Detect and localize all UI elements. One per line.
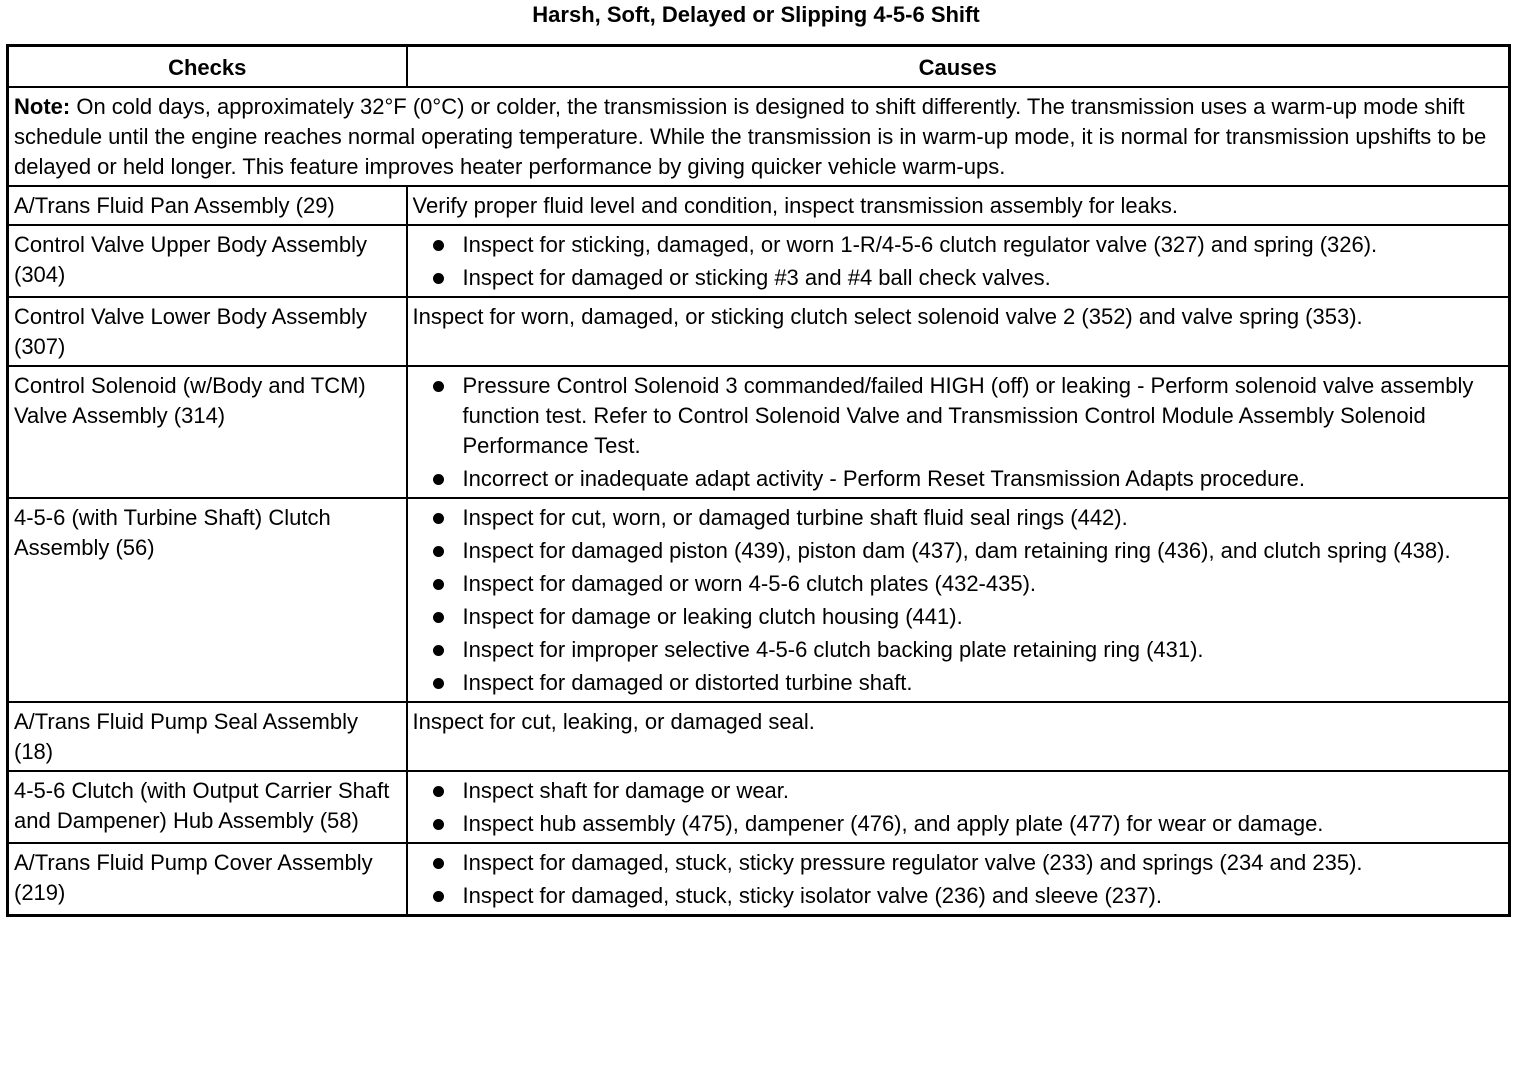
table-row <box>8 297 1510 366</box>
bullet-icon <box>433 786 444 797</box>
check-cell: A/Trans Fluid Pump Seal Assembly (18) <box>8 702 407 771</box>
cause-text: Inspect for damaged or distorted turbine shaft. <box>462 670 913 695</box>
cause-item <box>413 464 1504 494</box>
bullet-icon <box>433 819 444 830</box>
cause-cell <box>407 771 1510 843</box>
bullet-icon <box>433 579 444 590</box>
cause-item <box>413 536 1504 566</box>
cause-text: Inspect for damage or leaking clutch housing (441). <box>462 604 963 629</box>
cause-item <box>413 371 1504 461</box>
bullet-icon <box>433 474 444 485</box>
causes-header: Causes <box>407 46 1510 88</box>
bullet-icon <box>433 240 444 251</box>
cause-text: Inspect for cut, worn, or damaged turbine shaft fluid seal rings (442). <box>462 505 1128 530</box>
table-row <box>8 225 1510 297</box>
check-cell: 4-5-6 Clutch (with Output Carrier Shaft and Dampener) Hub Assembly (58) <box>8 771 407 843</box>
cause-list <box>413 230 1504 293</box>
table-row <box>8 366 1510 498</box>
bullet-icon <box>433 858 444 869</box>
table-row <box>8 702 1510 771</box>
table-row <box>8 498 1510 702</box>
cause-item <box>413 569 1504 599</box>
cause-item <box>413 848 1504 878</box>
page-title: Harsh, Soft, Delayed or Slipping 4-5-6 Shift <box>532 2 980 27</box>
note-label: Note: <box>14 94 71 119</box>
note-row <box>8 87 1510 186</box>
cause-item <box>413 230 1504 260</box>
bullet-icon <box>433 678 444 689</box>
header-row <box>8 46 1510 88</box>
bullet-icon <box>433 612 444 623</box>
bullet-icon <box>433 645 444 656</box>
cause-cell <box>407 498 1510 702</box>
note-text: On cold days, approximately 32°F (0°C) or colder, the transmission is designed to shift differently. The transmission uses a warm-up mode shift schedule until the engine reaches normal operating temperature. While the transmission is in warm-up mode, it is normal for transmission upshifts to be delayed or held longer. This feature improves heater performance by giving quicker vehicle warm-ups. <box>14 94 1487 179</box>
bullet-icon <box>433 381 444 392</box>
cause-cell <box>407 366 1510 498</box>
cause-text: Inspect for damaged, stuck, sticky pressure regulator valve (233) and springs (234 and 235). <box>462 850 1363 875</box>
cause-text: Inspect hub assembly (475), dampener (476), and apply plate (477) for wear or damage. <box>462 811 1324 836</box>
check-cell: Control Solenoid (w/Body and TCM) Valve Assembly (314) <box>8 366 407 498</box>
check-cell: Control Valve Upper Body Assembly (304) <box>8 225 407 297</box>
cause-text: Inspect for damaged, stuck, sticky isolator valve (236) and sleeve (237). <box>462 883 1162 908</box>
cause-text: Inspect for damaged or worn 4-5-6 clutch plates (432-435). <box>462 571 1037 596</box>
check-cell: A/Trans Fluid Pump Cover Assembly (219) <box>8 843 407 916</box>
bullet-icon <box>433 546 444 557</box>
bullet-icon <box>433 891 444 902</box>
cause-item <box>413 263 1504 293</box>
bullet-icon <box>433 273 444 284</box>
cause-item <box>413 881 1504 911</box>
check-cell: Control Valve Lower Body Assembly (307) <box>8 297 407 366</box>
table-row <box>8 843 1510 916</box>
cause-list <box>413 503 1504 698</box>
note-cell <box>8 87 1510 186</box>
check-cell: A/Trans Fluid Pan Assembly (29) <box>8 186 407 225</box>
cause-item <box>413 602 1504 632</box>
cause-cell: Inspect for cut, leaking, or damaged seal. <box>407 702 1510 771</box>
cause-item <box>413 809 1504 839</box>
diagnostic-table <box>6 44 1511 917</box>
cause-text: Inspect for sticking, damaged, or worn 1-R/4-5-6 clutch regulator valve (327) and spring (326). <box>462 232 1378 257</box>
cause-item <box>413 668 1504 698</box>
cause-item <box>413 635 1504 665</box>
cause-text: Incorrect or inadequate adapt activity - Perform Reset Transmission Adapts procedure. <box>462 466 1306 491</box>
cause-item <box>413 503 1504 533</box>
cause-cell <box>407 225 1510 297</box>
check-cell: 4-5-6 (with Turbine Shaft) Clutch Assembly (56) <box>8 498 407 702</box>
bullet-icon <box>433 513 444 524</box>
cause-list <box>413 776 1504 839</box>
cause-text: Inspect for damaged or sticking #3 and #4 ball check valves. <box>462 265 1051 290</box>
cause-cell <box>407 843 1510 916</box>
cause-list <box>413 371 1504 494</box>
checks-header: Checks <box>8 46 407 88</box>
cause-text: Inspect for improper selective 4-5-6 clutch backing plate retaining ring (431). <box>462 637 1204 662</box>
table-row <box>8 186 1510 225</box>
cause-text: Pressure Control Solenoid 3 commanded/failed HIGH (off) or leaking - Perform solenoid valve assembly function test. Refer to Control Solenoid Valve and Transmission Control Module Assembly Solenoid Performance Test. <box>462 373 1474 458</box>
cause-list <box>413 848 1504 911</box>
cause-text: Inspect for damaged piston (439), piston dam (437), dam retaining ring (436), and clutch spring (438). <box>462 538 1451 563</box>
cause-cell: Inspect for worn, damaged, or sticking clutch select solenoid valve 2 (352) and valve spring (353). <box>407 297 1510 366</box>
table-row <box>8 771 1510 843</box>
cause-cell: Verify proper fluid level and condition, inspect transmission assembly for leaks. <box>407 186 1510 225</box>
cause-item <box>413 776 1504 806</box>
cause-text: Inspect shaft for damage or wear. <box>462 778 790 803</box>
